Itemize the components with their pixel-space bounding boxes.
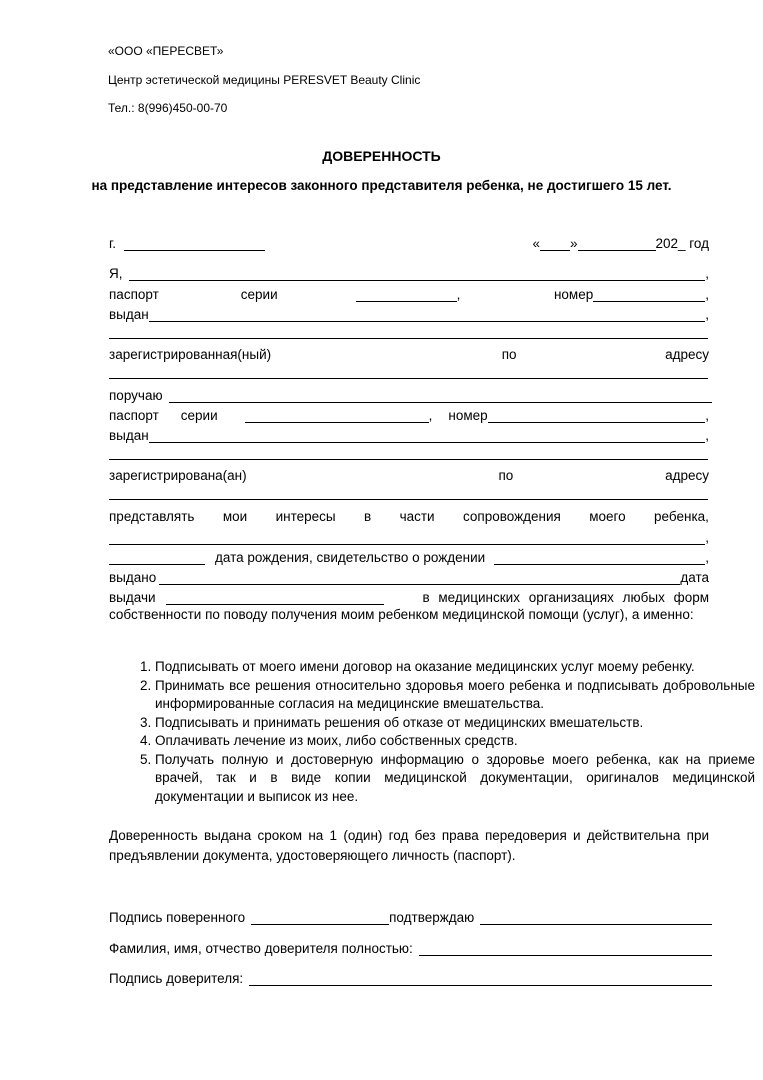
fio-label: Фамилия, имя, отчество доверителя полностью: [109, 941, 413, 956]
principal-name-field[interactable] [129, 266, 706, 281]
date-row [109, 233, 709, 251]
cert-issued-row [109, 567, 709, 585]
birth-text: дата рождения, свидетельство о рождении [215, 550, 486, 565]
agent-number-field[interactable] [488, 408, 706, 423]
principal-name-row: Я, , [109, 266, 709, 281]
medical-text: в медицинских организациях любых форм [422, 590, 709, 605]
principal-registered-label: зарегистрированная(ный) [109, 347, 272, 362]
day-field[interactable] [540, 236, 570, 251]
year-label: 202_ год [655, 236, 709, 251]
principal-registered-row [109, 344, 709, 362]
agent-signature-field[interactable] [251, 910, 389, 925]
issue-date-row [109, 587, 709, 605]
represent-word: представлять [109, 509, 195, 524]
list-item: 4. Оплачивать лечение из моих, либо собственных средств. [155, 732, 755, 751]
agent-at-label: по [498, 468, 514, 483]
principal-sign-label: Подпись доверителя: [109, 971, 244, 986]
cert-date-label: дата [680, 570, 709, 585]
document-title: ДОВЕРЕННОСТЬ [322, 148, 441, 164]
date-open-quote: « [532, 236, 540, 251]
clinic-name: Центр эстетической медицины PERESVET Beauty Clinic [108, 73, 421, 87]
represent-word: интересы [275, 509, 336, 524]
agent-issued-field-2[interactable] [109, 459, 708, 460]
agent-passport-label: паспорт [109, 408, 159, 423]
principal-series-label: серии [240, 287, 278, 302]
agent-name-field[interactable] [169, 388, 712, 403]
represent-word: части [399, 509, 435, 524]
agent-series-label: серии [180, 408, 218, 423]
principal-passport-label: паспорт [109, 287, 159, 302]
principal-issued-row: выдан , [109, 307, 709, 322]
principal-number-label: номер [553, 287, 594, 302]
agent-issued-field[interactable] [149, 428, 706, 443]
child-name-field[interactable] [109, 530, 705, 545]
confirm-field[interactable] [480, 910, 712, 925]
agent-issued-label: выдан [109, 428, 149, 443]
represent-word: в [364, 509, 372, 524]
list-item: 3. Подписывать и принимать решения об отказе от медицинских вмешательств. [155, 714, 755, 733]
birth-cert-field[interactable] [494, 550, 705, 565]
list-item: 2. Принимать все решения относительно здоровья моего ребенка и подписывать добровольные информированные согласия на медицинские вмешательства. [155, 677, 755, 714]
represent-word: мои [222, 509, 248, 524]
list-item: 5. Получать полную и достоверную информацию о здоровье моего ребенка, как на приеме врачей, так и в виде копии медицинской документации, оригиналов медицинской документации и выписок из нее. [155, 751, 755, 807]
agent-series-field[interactable] [245, 408, 429, 423]
agent-issued-row: выдан , [109, 428, 709, 443]
agent-number-label: номер [448, 408, 488, 423]
principal-issued-field[interactable] [149, 307, 706, 322]
principal-issued-field-2[interactable] [109, 338, 708, 339]
cert-issued-label: выдано [109, 570, 157, 585]
validity-paragraph: Доверенность выдана сроком на 1 (один) год без права передоверия и действительна при предъявлении документа, удостоверяющего личность (паспорт). [109, 828, 709, 863]
child-birth-row: дата рождения, свидетельство о рождении , [109, 547, 709, 565]
confirm-label: подтверждаю [389, 910, 475, 925]
represent-paragraph: собственности по поводу получения моим ребенком медицинской помощи (услуг), а именно: [109, 607, 694, 622]
issue-date-field[interactable] [166, 590, 384, 605]
principal-signature-row [109, 968, 712, 986]
agent-address-field[interactable] [109, 499, 708, 500]
principal-at-label: по [501, 347, 517, 362]
month-field[interactable] [578, 236, 656, 251]
agent-registered-label: зарегистрирована(ан) [109, 468, 247, 483]
principal-address-field[interactable] [109, 378, 708, 379]
represent-word: ребенка, [654, 509, 709, 524]
represent-word: сопровождения [462, 509, 561, 524]
org-name: «ООО «ПЕРЕСВЕТ» [108, 44, 224, 58]
principal-fio-field[interactable] [419, 941, 712, 956]
powers-list [109, 658, 755, 806]
child-name-field-2[interactable] [109, 550, 205, 565]
agent-sign-label: Подпись поверенного [109, 910, 246, 925]
principal-address-label: адресу [665, 347, 709, 362]
principal-fio-row [109, 938, 712, 956]
entrust-label: поручаю [109, 388, 163, 403]
cert-issued-field[interactable] [159, 570, 680, 585]
agent-address-label: адресу [665, 468, 709, 483]
i-label: Я, [109, 266, 123, 281]
agent-passport-row: паспорт серии , номер , [109, 408, 709, 423]
principal-number-field[interactable] [593, 287, 705, 302]
principal-signature-field[interactable] [249, 971, 712, 986]
clinic-phone: Тел.: 8(996)450-00-70 [108, 101, 228, 115]
agent-signature-row [109, 907, 712, 925]
list-item: 1. Подписывать от моего имени договор на оказание медицинских услуг моему ребенку. [155, 658, 755, 677]
city-label: г. [109, 236, 117, 251]
principal-series-field[interactable] [356, 287, 457, 302]
represent-row [109, 506, 709, 524]
principal-passport-row: паспорт серии , номер , [109, 287, 709, 302]
date-close-quote: » [569, 236, 578, 251]
represent-word: моего [589, 509, 626, 524]
document-subtitle: на представление интересов законного представителя ребенка, не достигшего 15 лет. [91, 178, 672, 193]
agent-name-row [109, 385, 712, 403]
agent-registered-row [109, 465, 709, 483]
city-field[interactable] [124, 236, 265, 251]
child-name-row: , [109, 527, 709, 545]
issue-label: выдачи [109, 590, 156, 605]
principal-issued-label: выдан [109, 307, 149, 322]
